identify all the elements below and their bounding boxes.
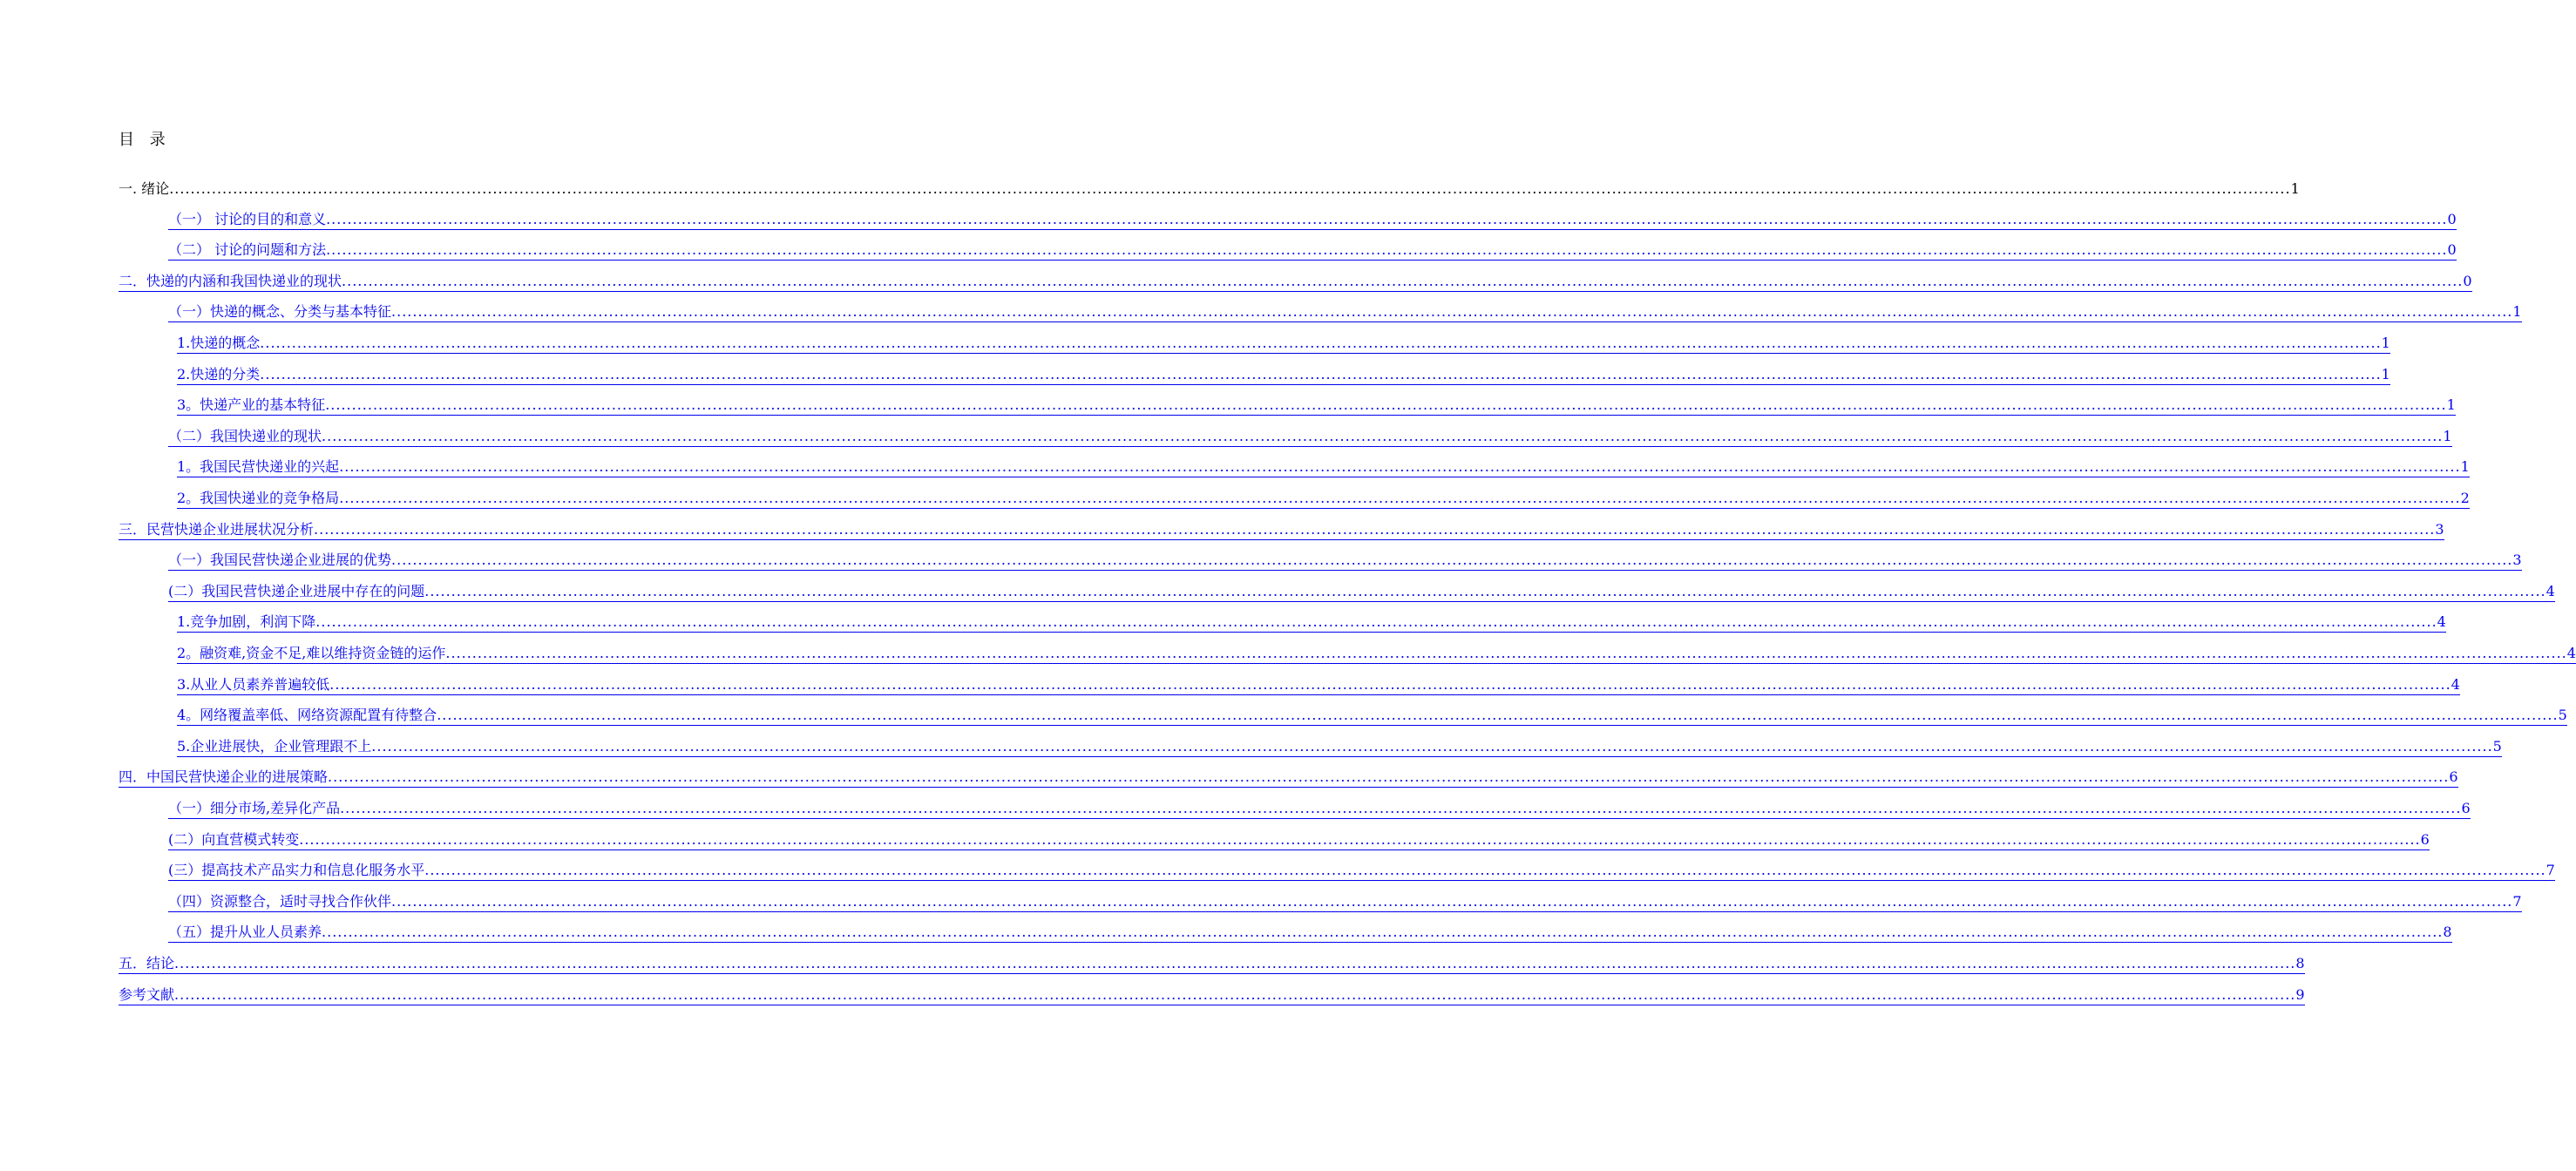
toc-entry[interactable] xyxy=(168,240,2457,261)
toc-page-number: 3 xyxy=(2512,552,2521,571)
toc-entry[interactable] xyxy=(168,426,2452,447)
toc-dot-leader: ................................................................................................................................................................................................................................................................................................................................................................................................................ xyxy=(314,521,2435,540)
toc-page-number: 4 xyxy=(2437,613,2446,633)
toc-dot-leader: ................................................................................................................................................................................................................................................................................................................................................................................................................ xyxy=(299,831,2420,850)
toc-entry-label: 4。网络覆盖率低、网络资源配置有待整合 xyxy=(177,707,437,726)
toc-entry[interactable] xyxy=(177,643,2576,664)
toc-page-number: 5 xyxy=(2493,738,2502,757)
toc-title: 目 录 xyxy=(119,131,171,149)
toc-dot-leader: ................................................................................................................................................................................................................................................................................................................................................................................................................ xyxy=(325,396,2446,416)
toc-entry-label: (二）向直营模式转变 xyxy=(168,831,299,850)
toc-dot-leader: ................................................................................................................................................................................................................................................................................................................................................................................................................ xyxy=(322,924,2443,943)
toc-entry-label: 3。快递产业的基本特征 xyxy=(177,396,325,416)
toc-page-number: 1 xyxy=(2443,428,2451,447)
toc-entry[interactable] xyxy=(168,922,2452,943)
toc-entry-label: （一） 讨论的目的和意义 xyxy=(168,211,326,230)
toc-dot-leader: ................................................................................................................................................................................................................................................................................................................................................................................................................ xyxy=(391,893,2512,912)
toc-entry[interactable] xyxy=(119,985,2305,1005)
toc-dot-leader: ................................................................................................................................................................................................................................................................................................................................................................................................................ xyxy=(339,490,2460,509)
toc-entry-label: 四．中国民营快递企业的进展策略 xyxy=(119,768,328,788)
toc-page-number: 5 xyxy=(2559,707,2567,726)
toc-entry[interactable] xyxy=(177,612,2446,633)
toc-entry[interactable] xyxy=(168,860,2555,881)
toc-dot-leader: ................................................................................................................................................................................................................................................................................................................................................................................................................ xyxy=(371,738,2492,757)
toc-entry[interactable] xyxy=(119,519,2444,540)
toc-page-number: 3 xyxy=(2435,521,2444,540)
toc-dot-leader: ................................................................................................................................................................................................................................................................................................................................................................................................................ xyxy=(339,458,2460,477)
toc-entry-label: 一. 绪论 xyxy=(119,180,170,197)
toc-entry-label: (三）提高技术产品实力和信息化服务水平 xyxy=(168,862,424,881)
toc-entry[interactable] xyxy=(177,488,2470,509)
toc-entry[interactable] xyxy=(177,674,2460,695)
toc-page-number: 1 xyxy=(2461,458,2470,477)
toc-entry[interactable] xyxy=(168,550,2522,571)
toc-entry-label: 2。融资难,资金不足,难以维持资金链的运作 xyxy=(177,645,445,664)
toc-entry[interactable] xyxy=(177,333,2390,354)
toc-entry-label: （一）快递的概念、分类与基本特征 xyxy=(168,303,391,322)
toc-dot-leader: ................................................................................................................................................................................................................................................................................................................................................................................................................ xyxy=(326,211,2447,230)
toc-entry-label: 二．快递的内涵和我国快递业的现状 xyxy=(119,273,342,292)
toc-entry-label: 五．结论 xyxy=(119,955,174,974)
toc-page-number: 7 xyxy=(2546,862,2555,881)
toc-entry-label: 3.从业人员素养普遍较低 xyxy=(177,676,329,695)
toc-entry-label: 5.企业进展快，企业管理跟不上 xyxy=(177,738,371,757)
toc-dot-leader: ................................................................................................................................................................................................................................................................................................................................................................................................................ xyxy=(342,273,2463,292)
toc-page-number: 2 xyxy=(2461,490,2470,509)
toc-entry[interactable] xyxy=(119,271,2472,292)
toc-entry[interactable] xyxy=(177,736,2502,757)
toc-dot-leader: ................................................................................................................................................................................................................................................................................................................................................................................................................ xyxy=(391,552,2512,571)
toc-entry-label: 1。我国民营快递业的兴起 xyxy=(177,458,339,477)
toc-entry-label: （五）提升从业人员素养 xyxy=(168,924,322,943)
toc-entry[interactable] xyxy=(177,364,2390,385)
toc-entry[interactable] xyxy=(168,829,2430,850)
toc-entry-label: 1.快递的概念 xyxy=(177,335,260,354)
toc-entry[interactable] xyxy=(177,457,2470,477)
toc-dot-leader: ................................................................................................................................................................................................................................................................................................................................................................................................................ xyxy=(424,862,2545,881)
toc-entry-label: 1.竞争加剧，利润下降 xyxy=(177,613,315,633)
toc-dot-leader: ................................................................................................................................................................................................................................................................................................................................................................................................................ xyxy=(174,986,2295,1005)
toc-dot-leader: ................................................................................................................................................................................................................................................................................................................................................................................................................ xyxy=(437,707,2558,726)
toc-page-number: 1 xyxy=(2512,303,2521,322)
toc-entry[interactable] xyxy=(119,767,2458,788)
toc-dot-leader: ................................................................................................................................................................................................................................................................................................................................................................................................................ xyxy=(326,241,2447,261)
toc-dot-leader: ................................................................................................................................................................................................................................................................................................................................................................................................................ xyxy=(340,800,2461,819)
toc-page-number: 4 xyxy=(2567,645,2576,664)
toc-dot-leader: ................................................................................................................................................................................................................................................................................................................................................................................................................ xyxy=(328,768,2449,788)
toc-entry-label: （一）我国民营快递企业进展的优势 xyxy=(168,552,391,571)
toc-entry[interactable] xyxy=(168,891,2522,912)
toc-page-number: 6 xyxy=(2421,831,2430,850)
toc-page-number: 6 xyxy=(2449,768,2457,788)
toc-entry xyxy=(119,178,2300,199)
toc-dot-leader: ................................................................................................................................................................................................................................................................................................................................................................................................................ xyxy=(169,180,2291,197)
toc-page-number: 4 xyxy=(2451,676,2460,695)
toc-entry-label: 2.快递的分类 xyxy=(177,366,260,385)
toc-entry[interactable] xyxy=(168,798,2471,819)
toc-entry[interactable] xyxy=(177,395,2456,416)
toc-entry[interactable] xyxy=(168,301,2522,322)
toc-dot-leader: ................................................................................................................................................................................................................................................................................................................................................................................................................ xyxy=(260,335,2381,354)
toc-page-number: 4 xyxy=(2546,583,2555,602)
toc-page-number: 0 xyxy=(2463,273,2471,292)
toc-entry-label: （二）我国快递业的现状 xyxy=(168,428,322,447)
toc-entry[interactable] xyxy=(119,953,2305,974)
toc-page-number: 8 xyxy=(2295,955,2304,974)
toc-entry[interactable] xyxy=(168,209,2457,230)
toc-entry[interactable] xyxy=(168,581,2555,602)
toc-page-number: 0 xyxy=(2447,211,2456,230)
toc-dot-leader: ................................................................................................................................................................................................................................................................................................................................................................................................................ xyxy=(424,583,2545,602)
toc-dot-leader: ................................................................................................................................................................................................................................................................................................................................................................................................................ xyxy=(329,676,2451,695)
toc-page-number: 6 xyxy=(2461,800,2470,819)
toc-dot-leader: ................................................................................................................................................................................................................................................................................................................................................................................................................ xyxy=(315,613,2437,633)
toc-page-number: 8 xyxy=(2443,924,2451,943)
toc-dot-leader: ................................................................................................................................................................................................................................................................................................................................................................................................................ xyxy=(260,366,2381,385)
toc-dot-leader: ................................................................................................................................................................................................................................................................................................................................................................................................................ xyxy=(322,428,2443,447)
toc-dot-leader: ................................................................................................................................................................................................................................................................................................................................................................................................................ xyxy=(391,303,2512,322)
toc-page-number: 1 xyxy=(2290,180,2300,197)
toc-page-number: 9 xyxy=(2295,986,2304,1005)
toc-page-number: 7 xyxy=(2512,893,2521,912)
toc-page-number: 1 xyxy=(2382,335,2390,354)
toc-page-number: 1 xyxy=(2447,396,2456,416)
toc-dot-leader: ................................................................................................................................................................................................................................................................................................................................................................................................................ xyxy=(174,955,2295,974)
toc-entry-label: （一）细分市场,差异化产品 xyxy=(168,800,340,819)
toc-entry[interactable] xyxy=(177,705,2567,726)
toc-entry-label: （四）资源整合，适时寻找合作伙伴 xyxy=(168,893,391,912)
toc-entry-label: 2。我国快递业的竞争格局 xyxy=(177,490,339,509)
toc-dot-leader: ................................................................................................................................................................................................................................................................................................................................................................................................................ xyxy=(445,645,2566,664)
toc-entry-label: (二）我国民营快递企业进展中存在的问题 xyxy=(168,583,424,602)
toc-page-number: 0 xyxy=(2447,241,2456,261)
toc-page-number: 1 xyxy=(2382,366,2390,385)
toc-entry-label: 三．民营快递企业进展状况分析 xyxy=(119,521,314,540)
toc-entry-label: （二） 讨论的问题和方法 xyxy=(168,241,326,261)
toc-entry-label: 参考文献 xyxy=(119,986,174,1005)
